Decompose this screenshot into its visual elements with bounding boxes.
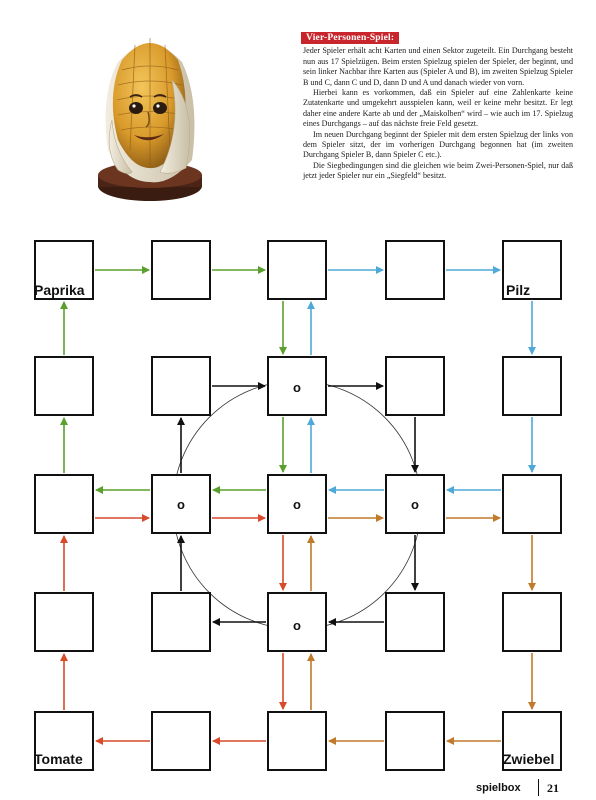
rules-paragraph-4: Die Siegbedingungen sind die gleichen wie beim Zwei-Personen-Spiel, nur daß jetzt jeder Spieler nur ein „Siegfeld“ besitzt. <box>303 160 573 181</box>
center-mark-top: o <box>293 380 301 395</box>
board-cell-r2-c4 <box>386 357 444 415</box>
rules-paragraph-3: Im neuen Durchgang beginnt der Spieler mit dem ersten Spielzug der links von dem Spieler sitzt, der im vorherigen Durchgang begonnen hat (im zweiten Durchgang Spieler B, dann Spieler C etc.). <box>303 129 573 160</box>
center-mark-right: o <box>411 497 419 512</box>
board-cell-r2-c2 <box>152 357 210 415</box>
rules-paragraph-2: Hierbei kann es vorkommen, daß ein Spieler auf eine Zahlenkarte keine Zutatenkarte und umgekehrt ausspielen kann, weil er keine mehr besitzt. Er legt daher eine andere Karte ab und der „Maiskolben“ wird – wie auch im 17. Spielzug eines Durchgangs – auf das nächste freie Feld gesetzt. <box>303 88 573 129</box>
center-mark-bottom: o <box>293 618 301 633</box>
board-cell-r3-c1 <box>35 475 93 533</box>
board-cell-r5-c4 <box>386 712 444 770</box>
rules-title: Vier-Personen-Spiel: <box>301 32 399 44</box>
corner-label-zwiebel: Zwiebel <box>503 751 555 767</box>
board-cell-r4-c4 <box>386 593 444 651</box>
center-mark-middle: o <box>293 497 301 512</box>
board-cell-r4-c5 <box>503 593 561 651</box>
corner-label-paprika: Paprika <box>34 282 85 298</box>
center-mark-left: o <box>177 497 185 512</box>
board-cell-r1-c4 <box>386 241 444 299</box>
board-cell-r5-c2 <box>152 712 210 770</box>
board-cell-r1-c3 <box>268 241 326 299</box>
corner-label-tomate: Tomate <box>34 751 83 767</box>
footer-page-number: 21 <box>547 781 559 795</box>
board-cell-r2-c5 <box>503 357 561 415</box>
board-cell-r1-c2 <box>152 241 210 299</box>
corner-label-pilz: Pilz <box>506 282 531 298</box>
footer-divider <box>538 779 539 796</box>
rules-paragraph-1: Jeder Spieler erhält acht Karten und einen Sektor zugeteilt. Ein Durchgang besteht nun aus 17 Spielzügen. Beim ersten Spielzug spielen der Spieler, der beginnt, und sein linker Nachbar ihre Karten aus (Spieler A und B), im zweiten Spielzug Spieler B und C, dann C und D, dann D und A und danach wieder von vorn. <box>303 46 573 87</box>
board-cell-r4-c1 <box>35 593 93 651</box>
board-cell-r3-c5 <box>503 475 561 533</box>
board-cell-r4-c2 <box>152 593 210 651</box>
footer-brand: spielbox <box>476 782 521 794</box>
board-cell-r2-c1 <box>35 357 93 415</box>
board-cell-r5-c3 <box>268 712 326 770</box>
